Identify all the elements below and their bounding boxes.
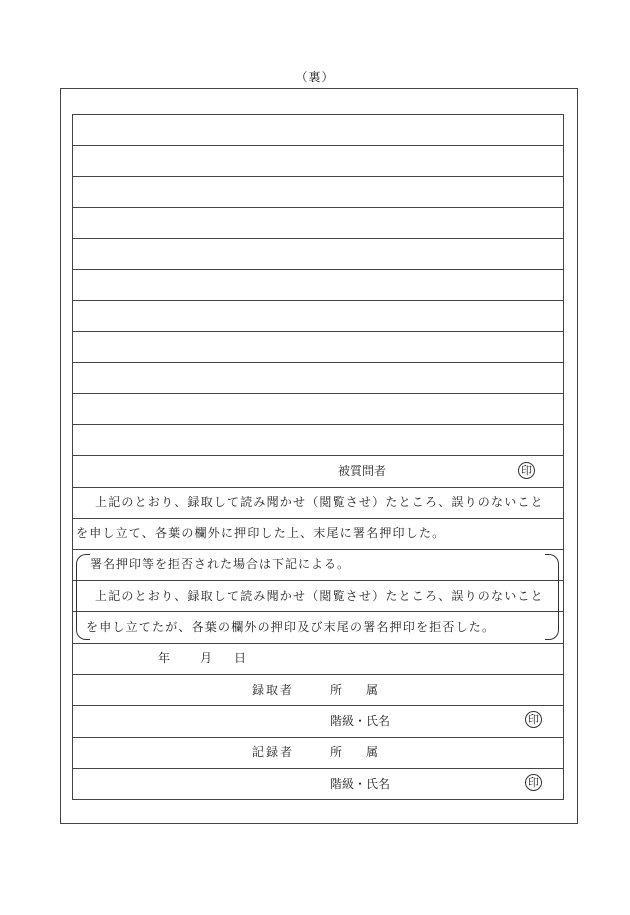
recorder-label: 録取者 (252, 683, 295, 697)
ruled-line (72, 207, 564, 208)
ruled-line (72, 487, 564, 488)
ruled-line (72, 393, 564, 394)
ruled-line (72, 643, 564, 644)
writer-affiliation-label: 所 属 (330, 745, 379, 759)
date-month-label: 月 (200, 651, 213, 665)
recorder-affiliation-label: 所 属 (330, 683, 379, 697)
ruled-line (72, 705, 564, 706)
writer-label: 記録者 (252, 745, 295, 759)
ruled-line (72, 518, 564, 519)
statement-line-1: 上記のとおり、録取して読み聞かせ（閲覧させ）たところ、誤りのないこと (95, 495, 544, 509)
ruled-line (72, 768, 564, 769)
refusal-statement-line-1: 上記のとおり、録取して読み聞かせ（閲覧させ）たところ、誤りのないこと (95, 589, 544, 603)
writer-rank-name-label: 階級・氏名 (330, 777, 391, 791)
recorder-rank-name-label: 階級・氏名 (330, 714, 391, 728)
ruled-line (72, 269, 564, 270)
ruled-line (72, 455, 564, 456)
ruled-line (72, 611, 564, 612)
ruled-line (72, 300, 564, 301)
seal-mark-icon: 印 (518, 462, 535, 479)
ruled-line (72, 424, 564, 425)
ruled-line (72, 737, 564, 738)
examinee-label: 被質問者 (338, 464, 387, 478)
seal-mark-icon: 印 (525, 711, 542, 728)
date-day-label: 日 (234, 651, 247, 665)
ruled-line (72, 331, 564, 332)
ruled-line (72, 145, 564, 146)
ruled-line (72, 674, 564, 675)
ruled-line (72, 238, 564, 239)
ruled-line (72, 176, 564, 177)
page-side-label: （裏） (295, 70, 335, 84)
seal-mark-icon: 印 (525, 774, 542, 791)
ruled-line (72, 580, 564, 581)
ruled-form-grid (72, 114, 564, 800)
refusal-statement-line-2: を申し立てたが、各葉の欄外の押印及び末尾の署名押印を拒否した。 (86, 620, 496, 634)
refusal-note: 署名押印等を拒否された場合は下記による。 (90, 557, 351, 571)
ruled-line (72, 549, 564, 550)
date-year-label: 年 (158, 651, 171, 665)
right-bracket (545, 554, 559, 640)
ruled-line (72, 362, 564, 363)
statement-line-2: を申し立て、各葉の欄外に押印した上、末尾に署名押印した。 (76, 526, 446, 540)
